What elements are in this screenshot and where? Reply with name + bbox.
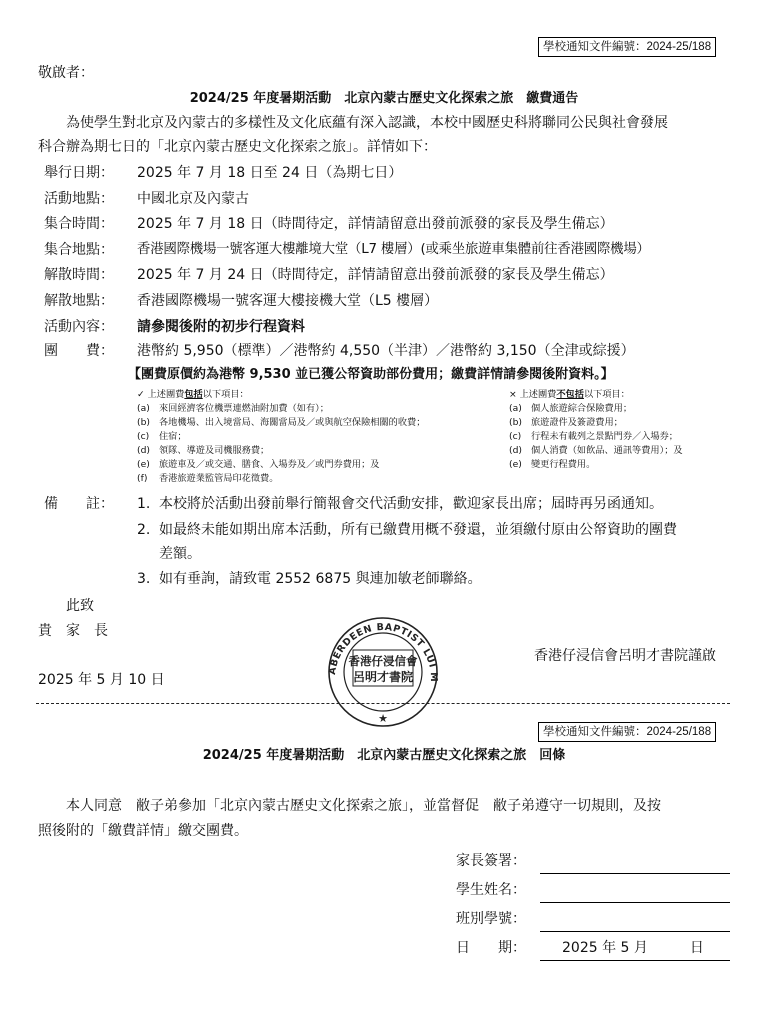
included-item: (e) 旅遊車及／或交通、膳食、入場券及／或門券費用；及 <box>137 459 380 470</box>
school-seal <box>318 616 448 728</box>
detail-value-venue: 中國北京及內蒙古 <box>137 191 249 207</box>
included-item: (a) 來回經濟客位機票連燃油附加費（如有）； <box>137 403 329 414</box>
detail-label-assembly-place: 集合地點： <box>44 242 114 258</box>
included-item: (f) 香港旅遊業監管局印花徵費。 <box>137 473 279 484</box>
fee-highlight-note: 【團費原價約為港幣 9,530 並已獲公帑資助部份費用；繳費詳情請參閱後附資料。】 <box>128 367 614 382</box>
detail-label-fee: 團 費： <box>44 343 114 359</box>
class-number-field[interactable] <box>540 931 730 932</box>
excluded-keyword: 不包括 <box>556 389 584 400</box>
detail-value-date: 2025 年 7 月 18 日至 24 日（為期七日） <box>137 165 403 181</box>
included-keyword: 包括 <box>184 389 203 400</box>
excluded-item: (a) 個人旅遊綜合保險費用； <box>509 403 633 414</box>
reply-date-label: 日 期： <box>456 940 526 956</box>
detail-label-dismissal-time: 解散時間： <box>44 267 114 283</box>
tear-off-divider <box>36 703 730 704</box>
reply-reference-number: 學校通知文件編號：2024-25/188 <box>538 722 716 742</box>
excluded-item: (e) 變更行程費用。 <box>509 459 596 470</box>
detail-value-dismissal-time: 2025 年 7 月 24 日（時間待定，詳情請留意出發前派發的家長及學生備忘） <box>137 267 614 283</box>
reply-body-line-2: 照後附的「繳費詳情」繳交團費。 <box>38 823 248 839</box>
intro-paragraph-line-1: 為使學生對北京及內蒙古的多樣性及文化底蘊有深入認識，本校中國歷史科將聯同公民與社會發展 <box>66 115 668 131</box>
cross-icon: × <box>509 389 517 400</box>
included-item: (d) 領隊、導遊及司機服務費； <box>137 445 270 456</box>
student-name-field[interactable] <box>540 902 730 903</box>
remark-item: 3. 如有垂詢，請致電 2552 6875 與連加敏老師聯絡。 <box>137 571 482 587</box>
seal-outer-text: ABERDEEN BAPTIST LUI M <box>327 621 440 683</box>
intro-paragraph-line-2: 科合辦為期七日的「北京內蒙古歷史文化探索之旅」。詳情如下： <box>38 139 437 155</box>
parent-signature-field[interactable] <box>540 873 730 874</box>
reply-date-value: 2025 年 5 月 日 <box>562 940 704 956</box>
reply-date-field[interactable] <box>540 960 730 961</box>
detail-label-venue: 活動地點： <box>44 191 114 207</box>
seal-line-1: 香港仔浸信會 <box>348 654 418 668</box>
detail-value-dismissal-place: 香港國際機場一號客運大樓接機大堂（L5 樓層） <box>137 293 439 309</box>
detail-value-content: 請參閱後附的初步行程資料 <box>137 319 305 335</box>
excluded-item: (b) 旅遊證件及簽證費用； <box>509 417 623 428</box>
class-number-label: 班別學號： <box>456 911 526 927</box>
excluded-item: (c) 行程未有載列之景點門券／入場券； <box>509 431 678 442</box>
remarks-label: 備 註： <box>44 496 114 512</box>
detail-label-content: 活動內容： <box>44 319 114 335</box>
reply-body-line-1: 本人同意 敝子弟參加「北京內蒙古歷史文化探索之旅」，並當督促 敝子弟遵守一切規則，及按 <box>66 798 661 814</box>
check-icon: ✓ <box>137 389 145 400</box>
included-header: ✓ 上述團費包括以下項目： <box>137 389 249 400</box>
notice-reference-number: 學校通知文件編號：2024-25/188 <box>538 37 716 57</box>
addressee: 貴 家 長 <box>38 623 108 639</box>
detail-value-assembly-place: 香港國際機場一號客運大樓離境大堂（L7 樓層）(或乘坐旅遊車集體前往香港國際機場） <box>137 242 650 257</box>
excluded-header: × 上述團費不包括以下項目： <box>509 389 630 400</box>
parent-signature-label: 家長簽署： <box>456 853 526 869</box>
remark-item-continued: 差額。 <box>159 546 201 562</box>
notice-date: 2025 年 5 月 10 日 <box>38 672 165 688</box>
closing-line: 此致 <box>66 598 94 614</box>
detail-value-assembly-time: 2025 年 7 月 18 日（時間待定，詳情請留意出發前派發的家長及學生備忘） <box>137 216 614 232</box>
remark-item: 1. 本校將於活動出發前舉行簡報會交代活動安排，歡迎家長出席；屆時再另函通知。 <box>137 496 663 512</box>
excluded-item: (d) 個人消費（如飲品、通訊等費用）；及 <box>509 445 683 456</box>
detail-label-dismissal-place: 解散地點： <box>44 293 114 309</box>
seal-star-icon: ★ <box>378 712 388 725</box>
detail-label-date: 舉行日期： <box>44 165 114 181</box>
remark-item: 2. 如最終未能如期出席本活動，所有已繳費用概不發還，並須繳付原由公帑資助的團費 <box>137 522 677 538</box>
school-signature: 香港仔浸信會呂明才書院謹啟 <box>534 648 716 664</box>
student-name-label: 學生姓名： <box>456 882 526 898</box>
detail-value-fee: 港幣約 5,950（標準）／港幣約 4,550（半津）／港幣約 3,150（全津或綜援） <box>137 343 635 359</box>
included-item: (c) 住宿； <box>137 431 187 442</box>
included-item: (b) 各地機場、出入境當局、海關當局及／或與航空保險相關的收費； <box>137 417 426 428</box>
detail-label-assembly-time: 集合時間： <box>44 216 114 232</box>
salutation: 敬啟者： <box>38 65 94 81</box>
notice-title: 2024/25 年度暑期活動 北京內蒙古歷史文化探索之旅 繳費通告 <box>189 91 579 106</box>
reply-title: 2024/25 年度暑期活動 北京內蒙古歷史文化探索之旅 回條 <box>202 748 566 763</box>
seal-line-2: 呂明才書院 <box>352 670 414 684</box>
